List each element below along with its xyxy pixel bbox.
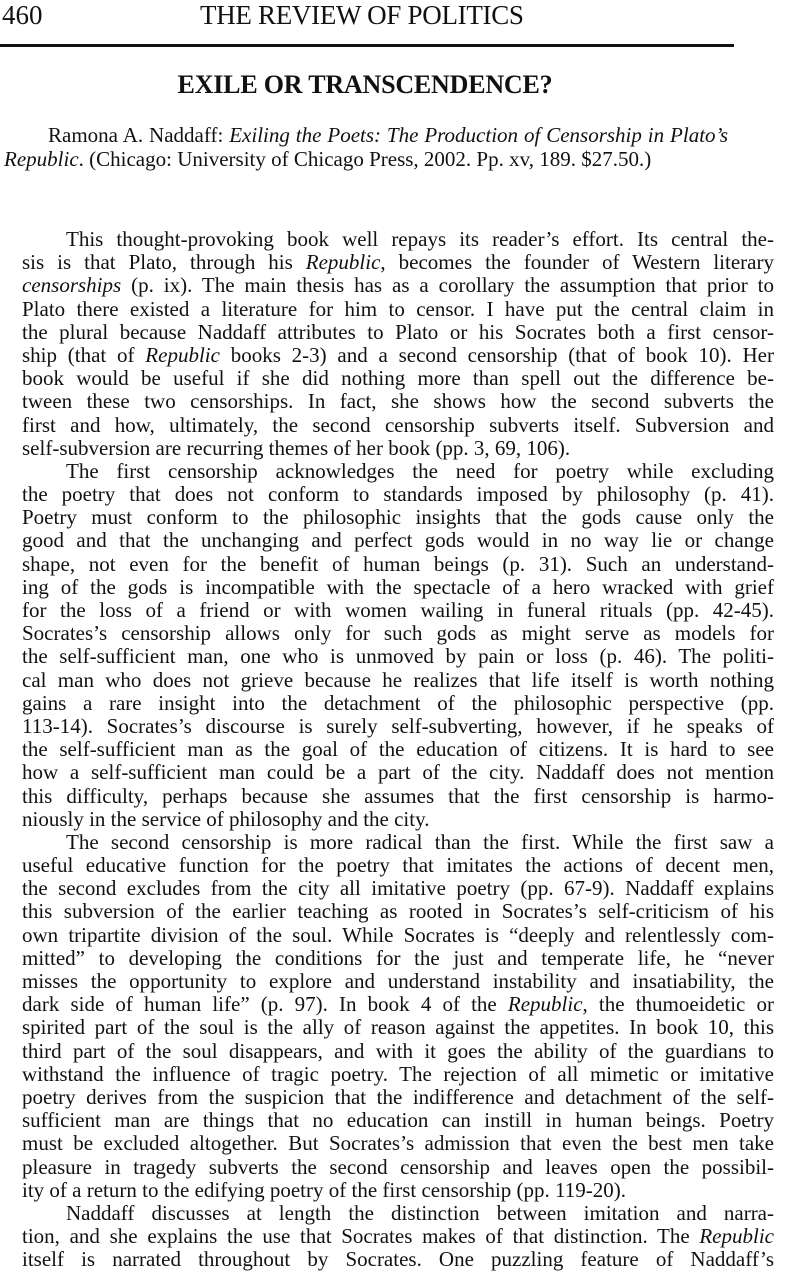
italic-text: censorships — [22, 273, 122, 298]
text-line: pleasure in tragedy subverts the second censorship and leaves open the possibil- — [22, 1154, 774, 1179]
paragraph — [22, 228, 774, 460]
text-line: this subversion of the earlier teaching as rooted in Socrates’s self-criticism of his — [22, 899, 774, 924]
text-line: Plato there existed a literature for him to censor. I have put the central claim in — [22, 296, 774, 321]
text-line: first and how, ultimately, the second censorship subverts itself. Subversion and — [22, 412, 774, 437]
text-line: gains a rare insight into the detachment of the philosophic perspective (pp. — [22, 690, 774, 715]
text-line: tion, and she explains the use that Socrates makes of that distinction. The Republic — [22, 1224, 774, 1249]
paragraph — [22, 831, 774, 1202]
review-title: EXILE OR TRANSCENDENCE? — [177, 70, 553, 99]
citation-line: Ramona A. Naddaff: Exiling the Poets: The Production of Censorship in Plato’s — [48, 123, 728, 147]
text-line: 113-14). Socrates’s discourse is surely self-subverting, however, if he speaks of — [22, 713, 774, 738]
text-line: third part of the soul disappears, and with it goes the ability of the guardians to — [22, 1038, 774, 1063]
paragraph — [22, 460, 774, 831]
italic-text: Republic — [507, 992, 583, 1017]
review-body — [22, 228, 774, 1271]
text-line: The second censorship is more radical than the first. While the first saw a — [66, 829, 774, 854]
text-line: own tripartite division of the soul. While Socrates is “deeply and relentlessly com- — [22, 922, 774, 947]
text-line: the plural because Naddaff attributes to Plato or his Socrates both a first censor- — [22, 319, 774, 344]
text-line: sis is that Plato, through his Republic, becomes the founder of Western literary — [22, 250, 774, 275]
text-line: The first censorship acknowledges the need for poetry while excluding — [66, 458, 774, 483]
italic-text: Republic — [305, 250, 381, 275]
text-line: must be excluded altogether. But Socrates’s admission that even the best men take — [22, 1131, 774, 1156]
text-line: this difficulty, perhaps because she assumes that the first censorship is harmo- — [22, 783, 774, 808]
text-line: good and that the unchanging and perfect gods would in no way lie or change — [22, 528, 774, 553]
text-line: niously in the service of philosophy and the city. — [22, 806, 430, 831]
text-line: tween these two censorships. In fact, she shows how the second subverts the — [22, 389, 774, 414]
text-line: ship (that of Republic books 2-3) and a second censorship (that of book 10). Her — [22, 342, 774, 367]
italic-text: Republic — [145, 342, 220, 367]
text-line: how a self-sufficient man could be a part of the city. Naddaff does not mention — [22, 760, 774, 785]
text-line: the self-sufficient man, one who is unmoved by pain or loss (p. 46). The politi- — [22, 644, 774, 669]
journal-title: THE REVIEW OF POLITICS — [200, 0, 524, 30]
text-line: sufficient man are things that no education can instill in human beings. Poetry — [22, 1108, 774, 1133]
text-line: Socrates’s censorship allows only for such gods as might serve as models for — [22, 621, 774, 646]
italic-text: Republic — [4, 146, 79, 171]
text-line: itself is narrated throughout by Socrates. One puzzling feature of Naddaff’s — [22, 1247, 774, 1272]
text-line: This thought-provoking book well repays its reader’s effort. Its central the- — [66, 227, 774, 251]
text-line: poetry derives from the suspicion that the indifference and detachment of the self- — [22, 1084, 774, 1109]
text-line: spirited part of the soul is the ally of reason against the appetites. In book 10, this — [22, 1015, 774, 1040]
text-line: Poetry must conform to the philosophic insights that the gods cause only the — [22, 505, 774, 530]
citation-line: Republic. (Chicago: University of Chicago Press, 2002. Pp. xv, 189. $27.50.) — [4, 146, 652, 171]
italic-text: Republic — [699, 1224, 774, 1249]
text-line: useful educative function for the poetry that imitates the actions of decent men, — [22, 853, 774, 878]
text-line: the poetry that does not conform to standards imposed by philosophy (p. 41). — [22, 482, 774, 507]
text-line: self-subversion are recurring themes of her book (pp. 3, 69, 106). — [22, 435, 571, 460]
italic-text: Exiling the Poets: The Production of Censorship in Plato’s — [229, 123, 728, 147]
text-line: misses the opportunity to explore and understand instability and insatiability, the — [22, 969, 774, 993]
paragraph — [22, 1202, 774, 1272]
page-number: 460 — [2, 0, 43, 30]
text-line: shape, not even for the benefit of human beings (p. 31). Such an understand- — [22, 551, 774, 576]
text-line: ing of the gods is incompatible with the spectacle of a hero wracked with grief — [22, 574, 774, 599]
text-line: withstand the influence of tragic poetry. The rejection of all mimetic or imitative — [22, 1061, 774, 1086]
text-line: censorships (p. ix). The main thesis has as a corollary the assumption that prior to — [22, 273, 774, 298]
text-line: cal man who does not grieve because he realizes that life itself is worth nothing — [22, 667, 774, 692]
running-head — [0, 0, 734, 47]
text-line: the second excludes from the city all imitative poetry (pp. 67-9). Naddaff explains — [22, 876, 774, 901]
text-line: book would be useful if she did nothing more than spell out the difference be- — [22, 366, 774, 391]
text-line: dark side of human life” (p. 97). In book 4 of the Republic, the thumoeidetic or — [22, 992, 774, 1017]
text-line: mitted” to developing the conditions for the just and temperate life, he “never — [22, 945, 774, 970]
text-line: for the loss of a friend or with women wailing in funeral rituals (pp. 42-45). — [22, 598, 774, 622]
text-line: Naddaff discusses at length the distinction between imitation and narra- — [66, 1200, 774, 1225]
text-line: the self-sufficient man as the goal of the education of citizens. It is hard to see — [22, 737, 774, 762]
text-line: ity of a return to the edifying poetry of the first censorship (pp. 119-20). — [22, 1177, 626, 1202]
book-citation — [4, 124, 728, 171]
